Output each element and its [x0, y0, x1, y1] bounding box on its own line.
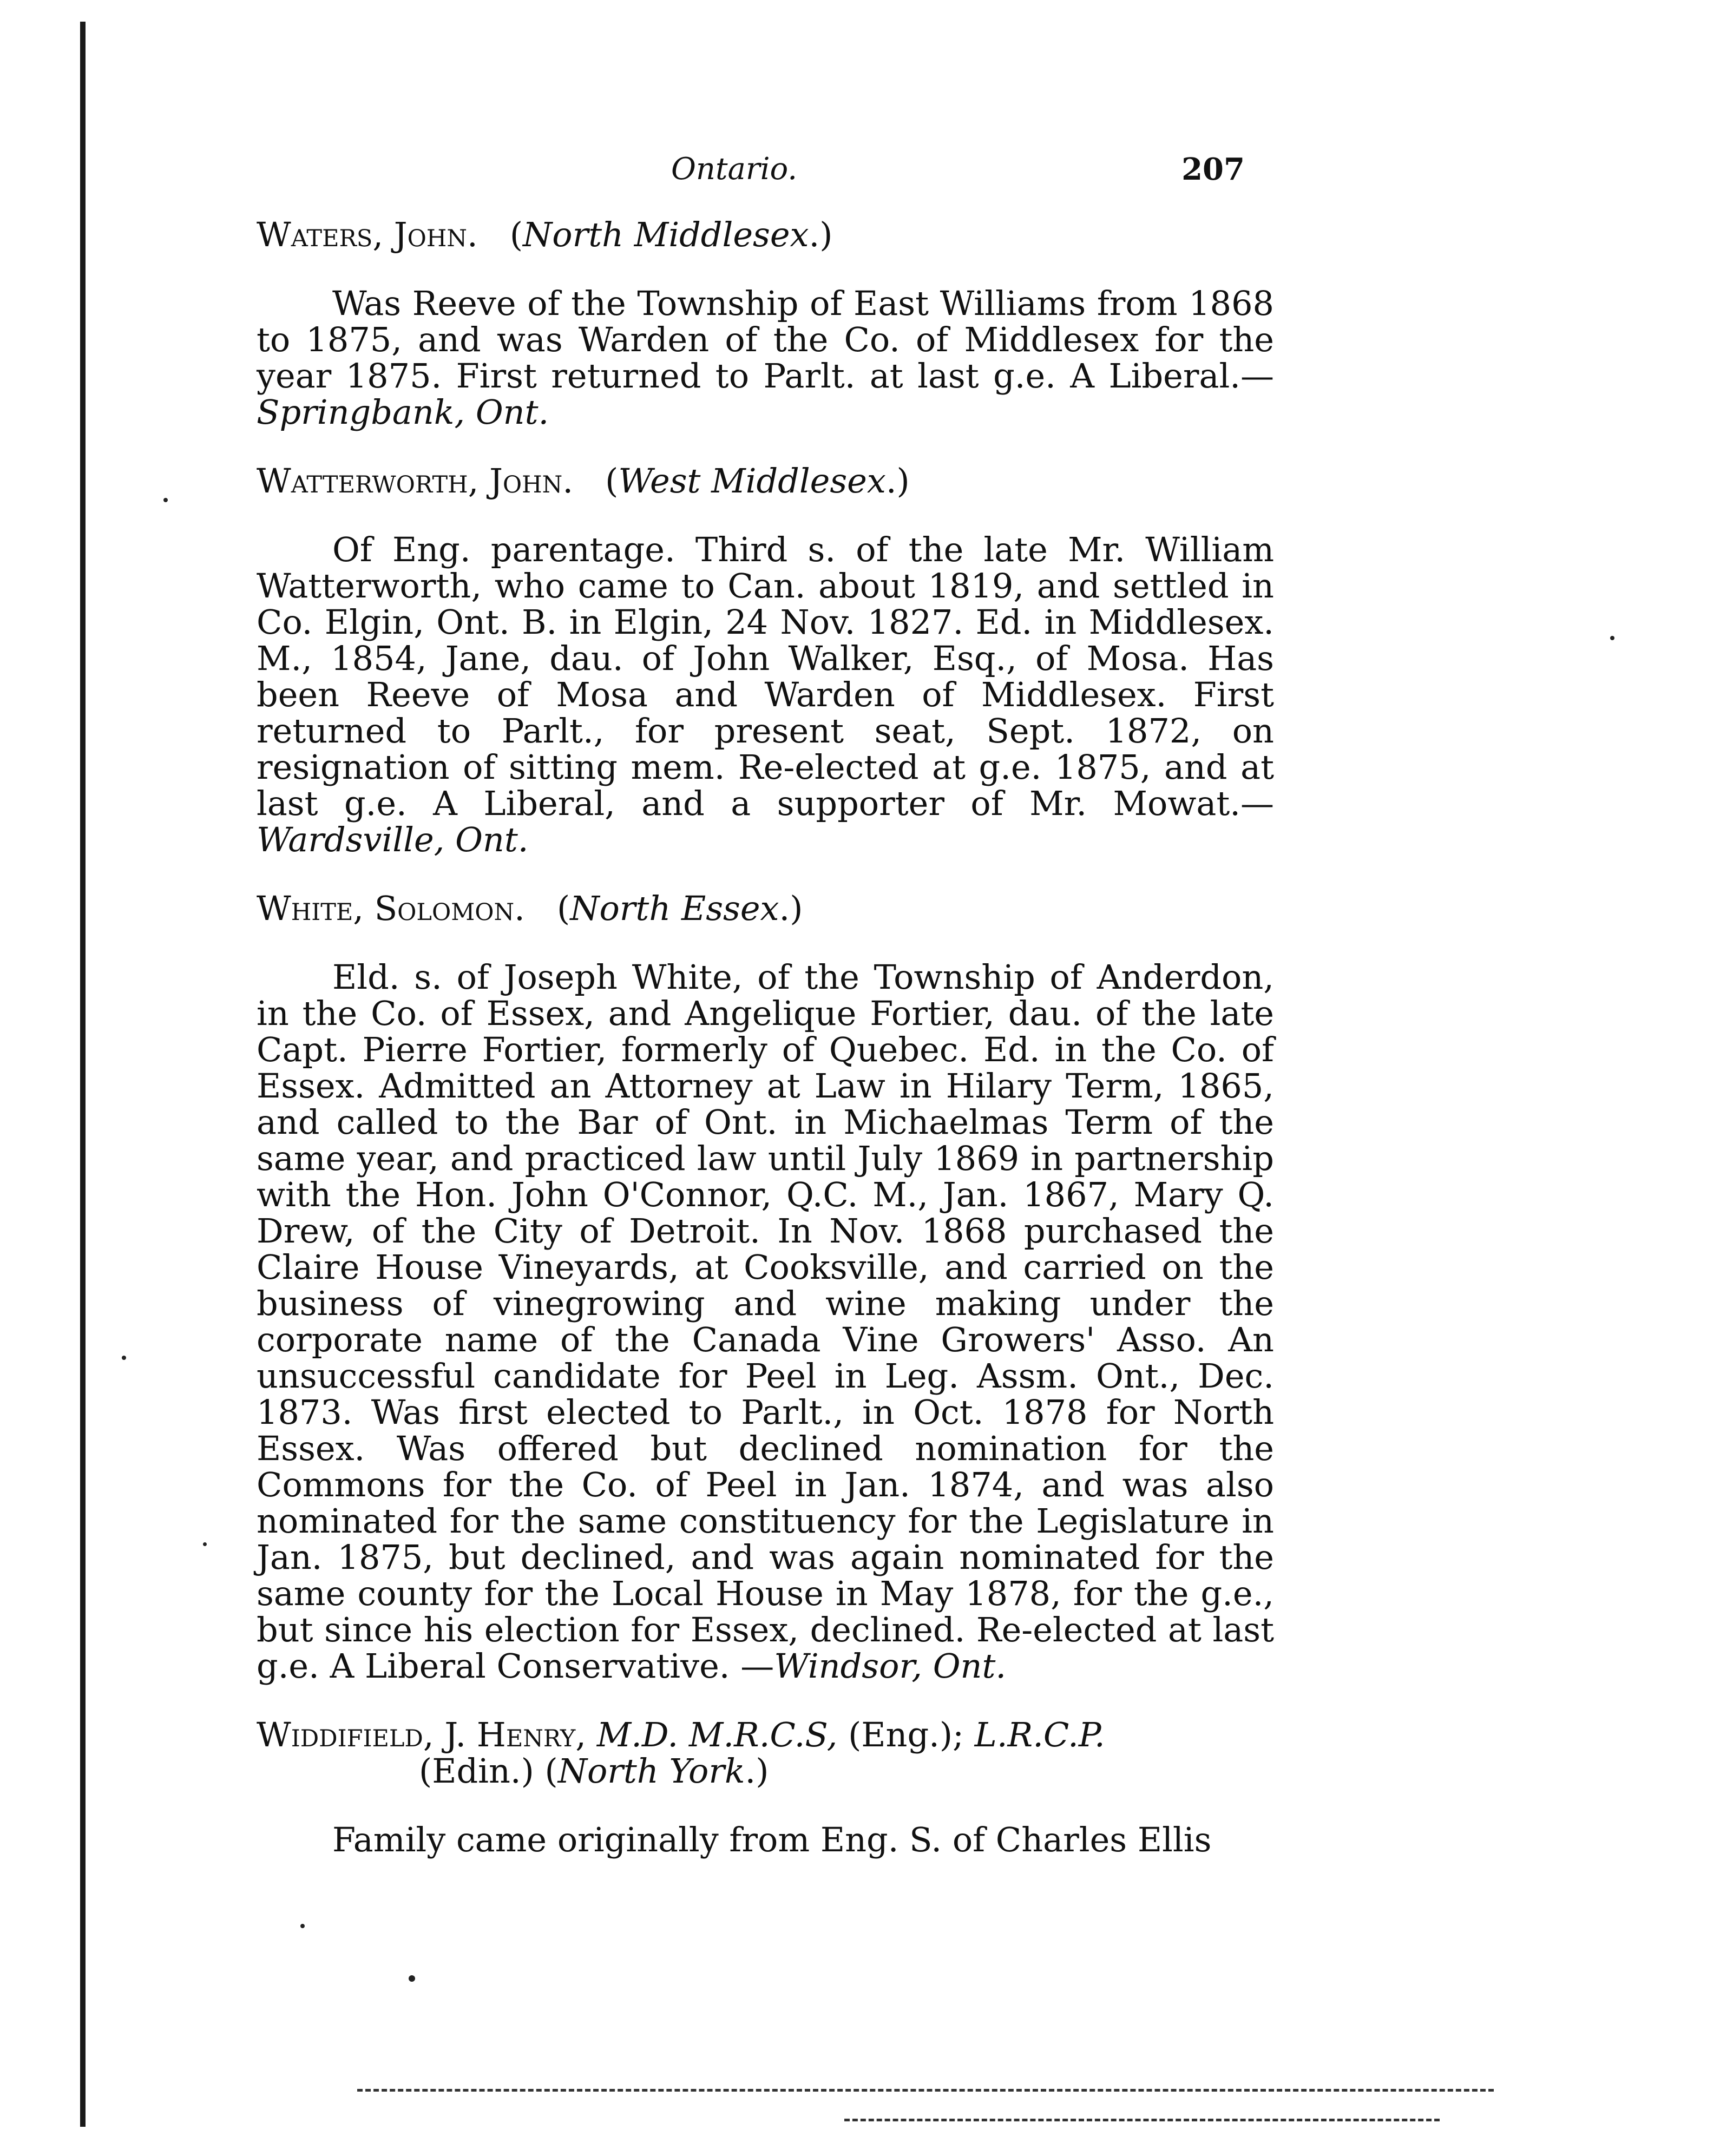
entry-surname: Widdifield: [257, 1715, 423, 1754]
entry-constituency: North Middlesex: [523, 215, 809, 254]
entry-watterworth: [257, 463, 1274, 858]
page-number: 207: [1181, 152, 1245, 187]
entry-degree-mrcs: M.R.C.S,: [688, 1715, 838, 1754]
entry-degree-lrcp: L.R.C.P.: [974, 1715, 1105, 1754]
entry-constituency: North York: [557, 1751, 745, 1791]
entry-heading: Watterworth, John. (West Middlesex.): [257, 461, 910, 501]
entry-edin: (Edin.): [419, 1751, 534, 1791]
entry-heading: Waters, John. (North Middlesex.): [257, 215, 833, 254]
page-header: [671, 152, 1245, 200]
entry-surname: Watterworth: [257, 461, 468, 501]
entry-body-text: Was Reeve of the Township of East Williams from 1868 to 1875, and was Warden of the Co. of Middlesex for the year 1875. First returned to Parlt. at last g.e. A Liberal.—: [257, 284, 1274, 396]
running-title: Ontario.: [671, 152, 798, 187]
entry-given-name: J. Henry: [444, 1715, 576, 1754]
entry-given-name: Solomon: [374, 889, 515, 928]
entry-surname: Waters: [257, 215, 373, 254]
scan-speck: [203, 1542, 207, 1546]
entry-surname: White: [257, 889, 353, 928]
scan-bottom-rule: [844, 2119, 1440, 2121]
entry-body: [257, 285, 1274, 430]
scan-speck: [409, 1975, 415, 1982]
entry-residence: Wardsville, Ont.: [257, 820, 529, 859]
entry-heading: Widdifield, J. Henry, M.D. M.R.C.S, (Eng.); L.R.C.P. (Edin.) (North York.): [257, 1715, 1105, 1791]
scan-bottom-rule: [357, 2089, 1494, 2092]
scan-speck: [1610, 636, 1614, 640]
entry-constituency: West Middlesex: [618, 461, 886, 501]
entry-given-name: John: [393, 215, 467, 254]
scan-speck: [122, 1356, 126, 1360]
entry-waters: [257, 216, 1274, 430]
main-text: [257, 216, 1274, 1890]
scan-speck: [300, 1924, 305, 1928]
entry-heading: White, Solomon. (North Essex.): [257, 889, 803, 928]
entry-body-text: Eld. s. of Joseph White, of the Township of Anderdon, in the Co. of Essex, and Angelique Fortier, dau. of the late Capt. Pierre Fortier, formerly of Quebec. Ed. in the Co. of Essex. Admitted an Attorney at Law in Hilary Term, 1865, and called to the Bar of Ont. in Michaelmas Term of the same year, and practiced law until July 1869 in partnership with the Hon. John O'Connor, Q.C. M., Jan. 1867, Mary Q. Drew, of the City of Detroit. In Nov. 1868 purchased the Claire House Vineyards, at Cooksville, and carried on the business of vinegrowing and wine making under the corporate name of the Canada Vine Growers' Asso. An unsuccessful candidate for Peel in Leg. Assm. Ont., Dec. 1873. Was first elected to Parlt., in Oct. 1878 for North Essex. Was offered but declined nomination for the Commons for the Co. of Peel in Jan. 1874, and was also nominated for the same constituency for the Legislature in Jan. 1875, but declined, and was again nominated for the same county for the Local House in May 1878, for the g.e., but since his election for Essex, declined. Re-elected at last g.e. A Liberal Conservative. —: [257, 957, 1274, 1686]
entry-body: [257, 959, 1274, 1684]
entry-body-text: Family came originally from Eng. S. of Charles Ellis: [332, 1820, 1212, 1859]
entry-constituency: North Essex: [570, 889, 779, 928]
entry-degree-md: M.D.: [596, 1715, 679, 1754]
entry-given-name: John: [489, 461, 563, 501]
entry-residence: Windsor, Ont.: [774, 1646, 1007, 1686]
entry-white: [257, 890, 1274, 1684]
entry-widdifield: [257, 1717, 1274, 1858]
entry-body: [257, 1822, 1274, 1858]
entry-body-text: Of Eng. parentage. Third s. of the late Mr. William Watterworth, who came to Can. about 1819, and settled in Co. Elgin, Ont. B. in Elgin, 24 Nov. 1827. Ed. in Middlesex. M., 1854, Jane, dau. of John Walker, Esq., of Mosa. Has been Reeve of Mosa and Warden of Middlesex. First returned to Parlt., for present seat, Sept. 1872, on resignation of sitting mem. Re-elected at g.e. 1875, and at last g.e. A Liberal, and a supporter of Mr. Mowat.—: [257, 530, 1274, 823]
page-gutter-edge: [80, 22, 86, 2127]
scan-speck: [163, 498, 168, 502]
entry-body: [257, 531, 1274, 858]
entry-residence: Springbank, Ont.: [257, 392, 549, 432]
entry-eng: (Eng.);: [848, 1715, 964, 1754]
